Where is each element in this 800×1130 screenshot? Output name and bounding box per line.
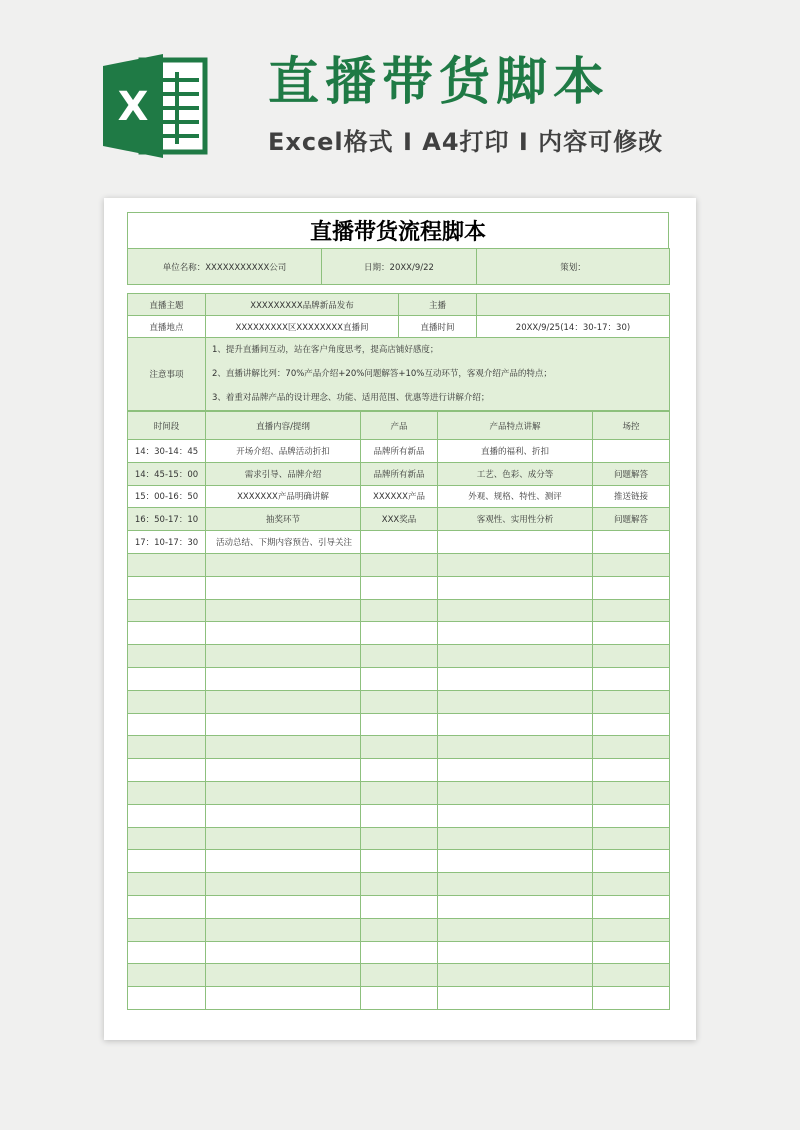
content-cell[interactable]: 开场介绍、品牌活动折扣 — [206, 440, 361, 463]
time-cell[interactable] — [128, 918, 206, 941]
time-cell[interactable] — [128, 941, 206, 964]
schedule-table — [127, 411, 670, 1010]
time-cell[interactable]: 15：00-16：50 — [128, 485, 206, 508]
product-cell[interactable] — [361, 622, 438, 645]
features-cell[interactable]: 外观、规格、特性、测评 — [438, 485, 593, 508]
excel-icon — [103, 54, 211, 158]
features-cell[interactable] — [438, 964, 593, 987]
product-cell[interactable] — [361, 850, 438, 873]
time-cell[interactable] — [128, 599, 206, 622]
control-cell[interactable] — [593, 987, 670, 1010]
product-cell[interactable] — [361, 918, 438, 941]
content-cell[interactable] — [206, 781, 361, 804]
content-cell[interactable] — [206, 964, 361, 987]
content-cell[interactable] — [206, 599, 361, 622]
product-cell[interactable] — [361, 553, 438, 576]
time-cell[interactable]: 14：45-15：00 — [128, 462, 206, 485]
time-cell[interactable]: 16：50-17：10 — [128, 508, 206, 531]
time-cell[interactable] — [128, 827, 206, 850]
col-header-time: 时间段 — [128, 412, 206, 440]
table-row — [128, 599, 670, 622]
time-cell[interactable] — [128, 850, 206, 873]
control-cell[interactable]: 推送链接 — [593, 485, 670, 508]
time-value[interactable]: 20XX/9/25(14：30-17：30) — [477, 316, 670, 338]
control-cell[interactable] — [593, 690, 670, 713]
product-cell[interactable] — [361, 576, 438, 599]
table-row — [128, 736, 670, 759]
features-cell[interactable] — [438, 599, 593, 622]
features-cell[interactable] — [438, 873, 593, 896]
product-cell[interactable] — [361, 713, 438, 736]
features-cell[interactable] — [438, 576, 593, 599]
time-cell[interactable] — [128, 713, 206, 736]
features-cell[interactable]: 工艺、色彩、成分等 — [438, 462, 593, 485]
features-cell[interactable] — [438, 713, 593, 736]
date-cell[interactable]: 日期：20XX/9/22 — [322, 249, 477, 285]
control-cell[interactable] — [593, 918, 670, 941]
features-cell[interactable] — [438, 667, 593, 690]
time-cell[interactable] — [128, 804, 206, 827]
time-cell[interactable] — [128, 781, 206, 804]
table-row — [128, 873, 670, 896]
document-title: 直播带货流程脚本 — [128, 213, 669, 249]
col-header-control: 场控 — [593, 412, 670, 440]
content-cell[interactable] — [206, 850, 361, 873]
content-cell[interactable] — [206, 736, 361, 759]
product-cell[interactable] — [361, 941, 438, 964]
product-cell[interactable]: 品牌所有新品 — [361, 440, 438, 463]
table-row — [128, 964, 670, 987]
product-cell[interactable] — [361, 827, 438, 850]
features-cell[interactable] — [438, 987, 593, 1010]
table-row — [128, 622, 670, 645]
time-cell[interactable] — [128, 987, 206, 1010]
content-cell[interactable] — [206, 759, 361, 782]
product-cell[interactable]: XXXXXX产品 — [361, 485, 438, 508]
features-cell[interactable] — [438, 622, 593, 645]
control-cell[interactable] — [593, 667, 670, 690]
meta-table — [127, 293, 670, 411]
content-cell[interactable] — [206, 622, 361, 645]
time-cell[interactable] — [128, 667, 206, 690]
control-cell[interactable] — [593, 713, 670, 736]
control-cell[interactable] — [593, 645, 670, 668]
col-header-content: 直播内容/提纲 — [206, 412, 361, 440]
notes-cell[interactable] — [206, 338, 670, 411]
info-table — [127, 248, 670, 285]
theme-value[interactable]: XXXXXXXXX品牌新品发布 — [206, 294, 399, 316]
features-cell[interactable] — [438, 531, 593, 554]
time-cell[interactable] — [128, 964, 206, 987]
content-cell[interactable] — [206, 873, 361, 896]
features-cell[interactable] — [438, 827, 593, 850]
content-cell[interactable] — [206, 645, 361, 668]
time-cell[interactable] — [128, 622, 206, 645]
product-cell[interactable] — [361, 987, 438, 1010]
product-cell[interactable] — [361, 781, 438, 804]
features-cell[interactable] — [438, 645, 593, 668]
table-row — [128, 462, 670, 485]
page-header — [0, 0, 800, 190]
features-cell[interactable] — [438, 553, 593, 576]
table-row — [128, 508, 670, 531]
table-row — [128, 850, 670, 873]
product-cell[interactable] — [361, 804, 438, 827]
features-cell[interactable] — [438, 759, 593, 782]
host-value[interactable] — [477, 294, 670, 316]
notes-label: 注意事项 — [128, 338, 206, 411]
table-row — [128, 667, 670, 690]
place-label: 直播地点 — [128, 316, 206, 338]
features-cell[interactable] — [438, 736, 593, 759]
theme-label: 直播主题 — [128, 294, 206, 316]
table-row — [128, 804, 670, 827]
control-cell[interactable] — [593, 781, 670, 804]
control-cell[interactable] — [593, 553, 670, 576]
control-cell[interactable]: 问题解答 — [593, 508, 670, 531]
content-cell[interactable] — [206, 690, 361, 713]
content-cell[interactable]: 活动总结、下期内容预告、引导关注 — [206, 531, 361, 554]
features-cell[interactable] — [438, 918, 593, 941]
product-cell[interactable] — [361, 667, 438, 690]
product-cell[interactable] — [361, 599, 438, 622]
table-row — [128, 987, 670, 1010]
host-label: 主播 — [399, 294, 477, 316]
table-row — [128, 713, 670, 736]
time-cell[interactable] — [128, 553, 206, 576]
product-cell[interactable]: XXX奖品 — [361, 508, 438, 531]
table-row — [128, 576, 670, 599]
control-cell[interactable] — [593, 599, 670, 622]
product-cell[interactable] — [361, 531, 438, 554]
features-cell[interactable] — [438, 781, 593, 804]
features-cell[interactable] — [438, 850, 593, 873]
control-cell[interactable] — [593, 850, 670, 873]
features-cell[interactable] — [438, 895, 593, 918]
time-cell[interactable] — [128, 645, 206, 668]
features-cell[interactable] — [438, 804, 593, 827]
features-cell[interactable]: 直播的福利、折扣 — [438, 440, 593, 463]
content-cell[interactable] — [206, 987, 361, 1010]
control-cell[interactable] — [593, 941, 670, 964]
control-cell[interactable] — [593, 827, 670, 850]
control-cell[interactable] — [593, 576, 670, 599]
control-cell[interactable] — [593, 895, 670, 918]
table-row — [128, 781, 670, 804]
content-cell[interactable]: 抽奖环节 — [206, 508, 361, 531]
note-line: 3、着重对品牌产品的设计理念、功能、适用范围、优惠等进行讲解介绍； — [212, 393, 490, 403]
note-line: 1、提升直播间互动，站在客户角度思考，提高店铺好感度； — [212, 345, 439, 355]
time-cell[interactable] — [128, 895, 206, 918]
logo-letter: X — [117, 84, 149, 130]
content-cell[interactable] — [206, 827, 361, 850]
table-row — [128, 895, 670, 918]
document-title-table — [127, 212, 669, 249]
time-cell[interactable] — [128, 736, 206, 759]
content-cell[interactable] — [206, 713, 361, 736]
table-row — [128, 553, 670, 576]
time-cell[interactable] — [128, 873, 206, 896]
product-cell[interactable] — [361, 690, 438, 713]
product-cell[interactable] — [361, 895, 438, 918]
product-cell[interactable] — [361, 873, 438, 896]
time-cell[interactable]: 17：10-17：30 — [128, 531, 206, 554]
control-cell[interactable] — [593, 804, 670, 827]
table-row — [128, 440, 670, 463]
control-cell[interactable] — [593, 531, 670, 554]
time-cell[interactable] — [128, 576, 206, 599]
features-cell[interactable]: 客观性、实用性分析 — [438, 508, 593, 531]
table-row — [128, 531, 670, 554]
table-row — [128, 941, 670, 964]
content-cell[interactable] — [206, 804, 361, 827]
table-row — [128, 759, 670, 782]
place-value[interactable]: XXXXXXXXX区XXXXXXXX直播间 — [206, 316, 399, 338]
content-cell[interactable] — [206, 553, 361, 576]
table-row — [128, 690, 670, 713]
col-header-features: 产品特点讲解 — [438, 412, 593, 440]
col-header-product: 产品 — [361, 412, 438, 440]
table-row — [128, 485, 670, 508]
content-cell[interactable]: XXXXXXX产品明确讲解 — [206, 485, 361, 508]
product-cell[interactable]: 品牌所有新品 — [361, 462, 438, 485]
product-cell[interactable] — [361, 645, 438, 668]
control-cell[interactable] — [593, 736, 670, 759]
time-cell[interactable] — [128, 690, 206, 713]
schedule-header-row — [128, 412, 670, 440]
unit-name-cell[interactable]: 单位名称：XXXXXXXXXXX公司 — [128, 249, 322, 285]
time-cell[interactable] — [128, 759, 206, 782]
page-title: 直播带货脚本 — [268, 53, 611, 112]
page-subtitle: Excel格式 Ι A4打印 Ι 内容可修改 — [268, 128, 664, 156]
table-row — [128, 918, 670, 941]
control-cell[interactable] — [593, 759, 670, 782]
control-cell[interactable] — [593, 873, 670, 896]
content-cell[interactable] — [206, 941, 361, 964]
control-cell[interactable]: 问题解答 — [593, 462, 670, 485]
table-row — [128, 645, 670, 668]
content-cell[interactable] — [206, 576, 361, 599]
features-cell[interactable] — [438, 690, 593, 713]
document-paper — [104, 198, 696, 1040]
time-cell[interactable]: 14：30-14：45 — [128, 440, 206, 463]
content-cell[interactable] — [206, 667, 361, 690]
product-cell[interactable] — [361, 736, 438, 759]
product-cell[interactable] — [361, 759, 438, 782]
control-cell[interactable] — [593, 964, 670, 987]
content-cell[interactable] — [206, 895, 361, 918]
control-cell[interactable] — [593, 622, 670, 645]
note-line: 2、直播讲解比列：70%产品介绍+20%问题解答+10%互动环节，客观介绍产品的特点； — [212, 369, 552, 379]
planner-cell[interactable]: 策划： — [477, 249, 670, 285]
content-cell[interactable]: 需求引导、品牌介绍 — [206, 462, 361, 485]
time-label: 直播时间 — [399, 316, 477, 338]
control-cell[interactable] — [593, 440, 670, 463]
features-cell[interactable] — [438, 941, 593, 964]
product-cell[interactable] — [361, 964, 438, 987]
content-cell[interactable] — [206, 918, 361, 941]
table-row — [128, 827, 670, 850]
